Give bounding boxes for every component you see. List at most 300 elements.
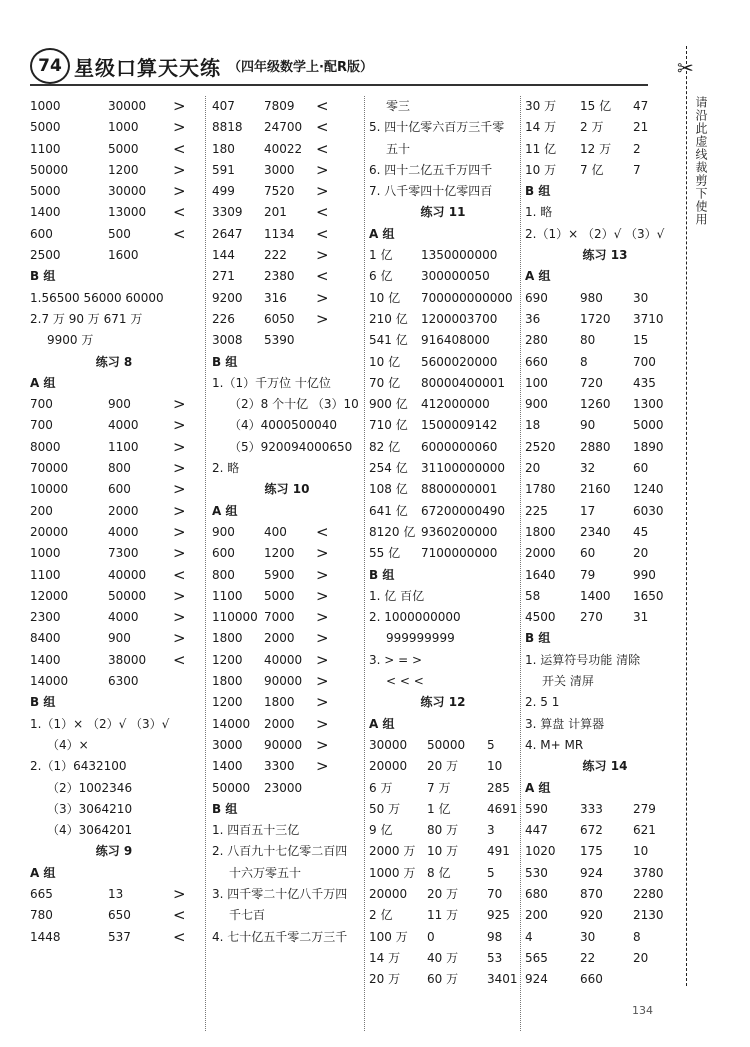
answer-cell: 13 bbox=[108, 886, 124, 901]
answer-cell: 108 亿 bbox=[369, 482, 408, 497]
answer-cell: 916408000 bbox=[421, 333, 490, 348]
answer-cell: 4691 bbox=[487, 801, 518, 816]
answer-line: 五十 bbox=[386, 141, 411, 156]
answer-cell: 280 bbox=[525, 333, 548, 348]
answer-row bbox=[212, 266, 362, 287]
answer-cell: 285 bbox=[487, 780, 510, 795]
answer-line: 2. 5 1 bbox=[525, 695, 560, 710]
answer-cell: 2300 bbox=[30, 610, 61, 625]
answer-cell: 201 bbox=[264, 205, 287, 220]
answer-cell: 1200 bbox=[264, 546, 295, 561]
answer-row bbox=[525, 437, 685, 458]
answer-cell: 1800 bbox=[212, 674, 243, 689]
answer-cell: 1000 bbox=[30, 546, 61, 561]
answer-row bbox=[212, 692, 362, 713]
answer-row bbox=[369, 927, 517, 948]
answer-cell: 900 亿 bbox=[369, 397, 408, 412]
answer-cell: 10000 bbox=[30, 482, 69, 497]
answer-cell: 2000 bbox=[264, 631, 295, 646]
answer-cell: 50000 bbox=[427, 737, 466, 752]
answer-cell: 700 bbox=[633, 354, 656, 369]
answer-cell: 700 bbox=[30, 418, 53, 433]
answer-row bbox=[212, 288, 362, 309]
answer-cell: 1400 bbox=[580, 588, 611, 603]
answer-cell: > bbox=[173, 182, 186, 201]
answer-cell: 600 bbox=[108, 482, 131, 497]
answer-row bbox=[525, 330, 685, 351]
header-rule bbox=[30, 84, 648, 86]
answer-cell: < bbox=[316, 522, 329, 541]
answer-line: 2.（1）6432100 bbox=[30, 759, 127, 774]
answer-cell: 3780 bbox=[633, 865, 664, 880]
answer-row bbox=[525, 863, 685, 884]
answer-row bbox=[30, 160, 198, 181]
answer-cell: 11 亿 bbox=[525, 141, 557, 156]
answer-line: 2. 略 bbox=[212, 461, 240, 476]
answer-row bbox=[212, 565, 362, 586]
answer-cell: 45 bbox=[633, 524, 649, 539]
answer-cell: 5390 bbox=[264, 333, 295, 348]
answer-cell: 20 bbox=[633, 950, 649, 965]
answer-cell: 700 bbox=[30, 397, 53, 412]
answer-cell: 70 亿 bbox=[369, 375, 401, 390]
answer-cell: 7000 bbox=[264, 610, 295, 625]
answer-row bbox=[525, 96, 685, 117]
group-heading: B 组 bbox=[369, 567, 395, 582]
answer-cell: > bbox=[316, 246, 329, 265]
answer-cell: 7 bbox=[633, 162, 641, 177]
answer-cell: 1200 bbox=[108, 162, 139, 177]
answer-row bbox=[369, 543, 517, 564]
answer-row bbox=[30, 607, 198, 628]
answer-cell: > bbox=[173, 884, 186, 903]
answer-cell: 6 亿 bbox=[369, 269, 393, 284]
answer-cell: 30 万 bbox=[525, 99, 557, 113]
answer-row bbox=[525, 288, 685, 309]
answer-row bbox=[212, 671, 362, 692]
answer-cell: > bbox=[173, 501, 186, 520]
group-heading: B 组 bbox=[212, 354, 238, 369]
answer-cell: 650 bbox=[108, 908, 131, 923]
answer-column-1 bbox=[30, 96, 198, 948]
answer-cell: 4000 bbox=[108, 418, 139, 433]
answer-cell: 18 bbox=[525, 418, 541, 433]
answer-cell: 800 bbox=[212, 567, 235, 582]
group-heading: A 组 bbox=[525, 780, 551, 795]
answer-cell: 499 bbox=[212, 184, 235, 199]
answer-line: 9900 万 bbox=[47, 333, 94, 348]
answer-cell: < bbox=[173, 906, 186, 925]
answer-cell: > bbox=[316, 160, 329, 179]
answer-cell: 32 bbox=[580, 461, 596, 476]
answer-cell: 11 万 bbox=[427, 908, 459, 923]
answer-line: 1.56500 56000 60000 bbox=[30, 290, 164, 305]
answer-cell: 10 bbox=[633, 844, 649, 859]
answer-cell: 50000 bbox=[212, 780, 251, 795]
answer-row bbox=[30, 479, 198, 500]
answer-cell: 665 bbox=[30, 886, 53, 901]
answer-cell: 4 bbox=[525, 929, 533, 944]
answer-cell: 720 bbox=[580, 375, 603, 390]
answer-cell: 333 bbox=[580, 801, 603, 816]
answer-cell: 1200 bbox=[212, 652, 243, 667]
answer-cell: > bbox=[316, 586, 329, 605]
answer-cell: 225 bbox=[525, 503, 548, 518]
answer-cell: 1000 万 bbox=[369, 865, 416, 880]
answer-cell: 12 万 bbox=[580, 141, 612, 156]
cut-instruction: 请沿此虚线裁剪下使用 bbox=[694, 96, 708, 226]
answer-cell: 80000400001 bbox=[421, 375, 505, 390]
answer-cell: 20 bbox=[633, 546, 649, 561]
answer-cell: 435 bbox=[633, 375, 656, 390]
answer-cell: 2000 bbox=[264, 716, 295, 731]
answer-row bbox=[212, 181, 362, 202]
answer-row bbox=[30, 628, 198, 649]
answer-cell: 10 bbox=[487, 759, 503, 774]
answer-row bbox=[525, 415, 685, 436]
answer-cell: 3 bbox=[487, 823, 495, 838]
answer-line: （3）3064210 bbox=[47, 801, 133, 816]
answer-row bbox=[369, 352, 517, 373]
answer-row bbox=[212, 714, 362, 735]
answer-cell: 924 bbox=[525, 972, 548, 987]
answer-cell: > bbox=[173, 118, 186, 137]
answer-cell: 17 bbox=[580, 503, 596, 518]
answer-row bbox=[212, 330, 362, 351]
answer-cell: 2130 bbox=[633, 908, 664, 923]
answer-cell: 7 万 bbox=[427, 780, 451, 795]
answer-cell: 900 bbox=[525, 397, 548, 412]
answer-line: 2.（1）× （2）√ （3）√ bbox=[525, 226, 665, 241]
answer-cell: 710 亿 bbox=[369, 418, 408, 433]
answer-row bbox=[369, 863, 517, 884]
column-divider bbox=[205, 96, 206, 1031]
answer-row bbox=[212, 607, 362, 628]
answer-cell: 1200003700 bbox=[421, 311, 498, 326]
answer-cell: 1 亿 bbox=[427, 801, 451, 816]
answer-line: 1.（1）千万位 十亿位 bbox=[212, 375, 331, 390]
answer-row bbox=[369, 394, 517, 415]
answer-line: 1. 四百五十三亿 bbox=[212, 823, 300, 838]
answer-cell: 7 亿 bbox=[580, 162, 604, 177]
answer-row bbox=[525, 394, 685, 415]
answer-cell: < bbox=[173, 203, 186, 222]
answer-cell: 1600 bbox=[108, 248, 139, 263]
answer-cell: 447 bbox=[525, 823, 548, 838]
answer-cell: > bbox=[173, 544, 186, 563]
answer-row bbox=[525, 841, 685, 862]
answer-row bbox=[369, 458, 517, 479]
answer-cell: 316 bbox=[264, 290, 287, 305]
answer-cell: 24700 bbox=[264, 120, 303, 135]
answer-line: （4）3064201 bbox=[47, 823, 133, 838]
answer-row bbox=[369, 735, 517, 756]
answer-cell: 1640 bbox=[525, 567, 556, 582]
answer-row bbox=[525, 927, 685, 948]
answer-line: （2）1002346 bbox=[47, 780, 133, 795]
answer-cell: 53 bbox=[487, 950, 503, 965]
answer-row bbox=[525, 565, 685, 586]
answer-cell: 14 万 bbox=[525, 120, 557, 135]
answer-cell: 600 bbox=[212, 546, 235, 561]
answer-cell: 20000 bbox=[369, 759, 408, 774]
answer-cell: 780 bbox=[30, 908, 53, 923]
answer-row bbox=[30, 671, 198, 692]
answer-cell: 1350000000 bbox=[421, 248, 498, 263]
answer-row bbox=[30, 415, 198, 436]
answer-row bbox=[30, 224, 198, 245]
answer-cell: 1020 bbox=[525, 844, 556, 859]
answer-row bbox=[525, 969, 685, 990]
answer-cell: 9 亿 bbox=[369, 823, 393, 838]
answer-cell: 30000 bbox=[108, 184, 147, 199]
answer-row bbox=[369, 948, 517, 969]
answer-cell: 2500 bbox=[30, 248, 61, 263]
answer-cell: 200 bbox=[30, 503, 53, 518]
answer-cell: 591 bbox=[212, 162, 235, 177]
answer-cell: > bbox=[173, 459, 186, 478]
exercise-title: 练习 13 bbox=[582, 248, 628, 263]
answer-row bbox=[525, 373, 685, 394]
answer-cell: 900 bbox=[108, 631, 131, 646]
answer-cell: 90000 bbox=[264, 674, 303, 689]
answer-cell: < bbox=[173, 565, 186, 584]
answer-row bbox=[212, 96, 362, 117]
page-header bbox=[30, 46, 680, 86]
answer-column-2 bbox=[212, 96, 362, 948]
exercise-title: 练习 14 bbox=[582, 759, 628, 774]
answer-cell: 1260 bbox=[580, 397, 611, 412]
answer-line: 2. 八百九十七亿零二百四 bbox=[212, 844, 348, 859]
answer-cell: 0 bbox=[427, 929, 435, 944]
answer-row bbox=[212, 160, 362, 181]
answer-cell: > bbox=[173, 160, 186, 179]
answer-cell: 175 bbox=[580, 844, 603, 859]
answer-cell: 8 bbox=[633, 929, 641, 944]
answer-row bbox=[212, 650, 362, 671]
answer-cell: 2000 万 bbox=[369, 844, 416, 859]
answer-cell: 14 万 bbox=[369, 950, 401, 965]
answer-cell: 40 万 bbox=[427, 950, 459, 965]
answer-row bbox=[525, 948, 685, 969]
answer-row bbox=[525, 799, 685, 820]
answer-row bbox=[369, 373, 517, 394]
answer-column-3 bbox=[369, 96, 517, 990]
answer-cell: 50 万 bbox=[369, 801, 401, 816]
answer-row bbox=[369, 330, 517, 351]
answer-cell: 800 bbox=[108, 461, 131, 476]
answer-cell: 20 bbox=[525, 461, 541, 476]
answer-cell: 565 bbox=[525, 950, 548, 965]
answer-cell: > bbox=[316, 565, 329, 584]
answer-cell: 20000 bbox=[30, 524, 69, 539]
answer-line: 3. 算盘 计算器 bbox=[525, 716, 605, 731]
answer-cell: 1 亿 bbox=[369, 248, 393, 263]
answer-cell: 30 bbox=[633, 290, 649, 305]
answer-cell: 3710 bbox=[633, 311, 664, 326]
answer-row bbox=[212, 224, 362, 245]
answer-row bbox=[369, 522, 517, 543]
answer-cell: 680 bbox=[525, 886, 548, 901]
exercise-title: 练习 12 bbox=[420, 695, 466, 710]
answer-cell: 30000 bbox=[369, 737, 408, 752]
answer-row bbox=[212, 735, 362, 756]
scissors-icon: ✂ bbox=[677, 56, 694, 80]
answer-cell: 100 万 bbox=[369, 929, 408, 944]
answer-cell: 7520 bbox=[264, 184, 295, 199]
answer-cell: 80 万 bbox=[427, 823, 459, 838]
answer-cell: 2000 bbox=[525, 546, 556, 561]
answer-row bbox=[212, 756, 362, 777]
answer-line: 2.7 万 90 万 671 万 bbox=[30, 311, 143, 326]
answer-cell: 3000 bbox=[212, 737, 243, 752]
exercise-title: 练习 11 bbox=[420, 205, 466, 220]
group-heading: A 组 bbox=[30, 865, 56, 880]
answer-cell: 8818 bbox=[212, 120, 243, 135]
answer-row bbox=[369, 820, 517, 841]
answer-cell: 1890 bbox=[633, 439, 664, 454]
answer-cell: 5900 bbox=[264, 567, 295, 582]
answer-cell: 537 bbox=[108, 929, 131, 944]
answer-cell: 2 bbox=[633, 141, 641, 156]
answer-line: 1. 略 bbox=[525, 205, 553, 220]
exercise-title: 练习 9 bbox=[95, 844, 133, 859]
answer-row bbox=[369, 415, 517, 436]
answer-cell: 20 万 bbox=[427, 886, 459, 901]
answer-line: （2）8 个十亿 （3）10 bbox=[229, 397, 359, 412]
answer-cell: 79 bbox=[580, 567, 596, 582]
group-heading: A 组 bbox=[30, 375, 56, 390]
answer-row bbox=[525, 160, 685, 181]
answer-row bbox=[30, 437, 198, 458]
answer-row bbox=[212, 202, 362, 223]
answer-cell: 90 bbox=[580, 418, 596, 433]
answer-cell: 541 亿 bbox=[369, 333, 408, 348]
answer-row bbox=[30, 245, 198, 266]
answer-row bbox=[212, 543, 362, 564]
answer-cell: 690 bbox=[525, 290, 548, 305]
answer-cell: 14000 bbox=[212, 716, 251, 731]
answer-line: （4）× bbox=[47, 737, 89, 752]
answer-cell: 8000 bbox=[30, 439, 61, 454]
answer-row bbox=[30, 586, 198, 607]
answer-cell: 870 bbox=[580, 886, 603, 901]
answer-row bbox=[212, 309, 362, 330]
answer-cell: 10 亿 bbox=[369, 290, 401, 305]
answer-cell: 5000 bbox=[264, 588, 295, 603]
answer-cell: 6000000060 bbox=[421, 439, 498, 454]
answer-cell: 22 bbox=[580, 950, 596, 965]
answer-row bbox=[369, 309, 517, 330]
answer-cell: 1720 bbox=[580, 311, 611, 326]
answer-cell: 2647 bbox=[212, 226, 243, 241]
answer-cell: 20 万 bbox=[427, 759, 459, 774]
answer-line: 零三 bbox=[386, 99, 411, 113]
answer-cell: 40000 bbox=[108, 567, 147, 582]
answer-cell: 900 bbox=[212, 524, 235, 539]
answer-cell: > bbox=[173, 416, 186, 435]
answer-line: 1. 运算符号功能 清除 bbox=[525, 652, 641, 667]
answer-cell: 1100 bbox=[30, 141, 61, 156]
exercise-title: 练习 10 bbox=[264, 482, 310, 497]
answer-cell: 6030 bbox=[633, 503, 664, 518]
answer-cell: 491 bbox=[487, 844, 510, 859]
answer-cell: 500 bbox=[108, 226, 131, 241]
answer-row bbox=[369, 969, 517, 990]
answer-cell: > bbox=[173, 437, 186, 456]
answer-cell: 10 万 bbox=[427, 844, 459, 859]
answer-row bbox=[30, 501, 198, 522]
answer-cell: 4500 bbox=[525, 610, 556, 625]
answer-cell: < bbox=[316, 118, 329, 137]
answer-cell: 407 bbox=[212, 99, 235, 113]
answer-cell: 900 bbox=[108, 397, 131, 412]
answer-cell: 226 bbox=[212, 311, 235, 326]
answer-cell: < bbox=[316, 267, 329, 286]
answer-cell: 2 亿 bbox=[369, 908, 393, 923]
answer-cell: 1100 bbox=[212, 588, 243, 603]
answer-cell: 82 亿 bbox=[369, 439, 401, 454]
answer-cell: 1100 bbox=[30, 567, 61, 582]
answer-row bbox=[212, 245, 362, 266]
answer-cell: > bbox=[173, 395, 186, 414]
answer-cell: 924 bbox=[580, 865, 603, 880]
answer-cell: 2280 bbox=[633, 886, 664, 901]
answer-cell: 1300 bbox=[633, 397, 664, 412]
answer-column-4 bbox=[525, 96, 685, 990]
answer-row bbox=[369, 799, 517, 820]
answer-cell: 110000 bbox=[212, 610, 258, 625]
answer-cell: 6 万 bbox=[369, 780, 393, 795]
answer-cell: 1800 bbox=[212, 631, 243, 646]
answer-row bbox=[30, 96, 198, 117]
answer-cell: 700000000000 bbox=[421, 290, 513, 305]
answer-cell: 2520 bbox=[525, 439, 556, 454]
answer-cell: 2380 bbox=[264, 269, 295, 284]
answer-cell: 3300 bbox=[264, 759, 295, 774]
answer-cell: 600 bbox=[30, 226, 53, 241]
answer-row bbox=[30, 139, 198, 160]
answer-cell: 5000 bbox=[30, 184, 61, 199]
answer-row bbox=[525, 501, 685, 522]
answer-row bbox=[525, 586, 685, 607]
answer-cell: > bbox=[173, 629, 186, 648]
answer-cell: 12000 bbox=[30, 588, 69, 603]
answer-cell: 590 bbox=[525, 801, 548, 816]
answer-cell: 1650 bbox=[633, 588, 664, 603]
answer-cell: 100 bbox=[525, 375, 548, 390]
answer-cell: 20 万 bbox=[369, 972, 401, 987]
answer-cell: 660 bbox=[580, 972, 603, 987]
answer-cell: 60 万 bbox=[427, 972, 459, 987]
answer-cell: 300000050 bbox=[421, 269, 490, 284]
answer-row bbox=[369, 245, 517, 266]
answer-cell: 1000 bbox=[108, 120, 139, 135]
answer-cell: 1500009142 bbox=[421, 418, 498, 433]
answer-cell: 530 bbox=[525, 865, 548, 880]
group-heading: A 组 bbox=[525, 269, 551, 284]
answer-cell: 2 万 bbox=[580, 120, 604, 135]
answer-row bbox=[525, 309, 685, 330]
answer-cell: 13000 bbox=[108, 205, 147, 220]
answer-cell: > bbox=[316, 735, 329, 754]
answer-cell: 6050 bbox=[264, 311, 295, 326]
answer-cell: 1800 bbox=[264, 695, 295, 710]
answer-cell: > bbox=[316, 629, 329, 648]
answer-line: < < < bbox=[386, 674, 424, 689]
answer-cell: 5000 bbox=[108, 141, 139, 156]
answer-cell: 3401 bbox=[487, 972, 518, 987]
